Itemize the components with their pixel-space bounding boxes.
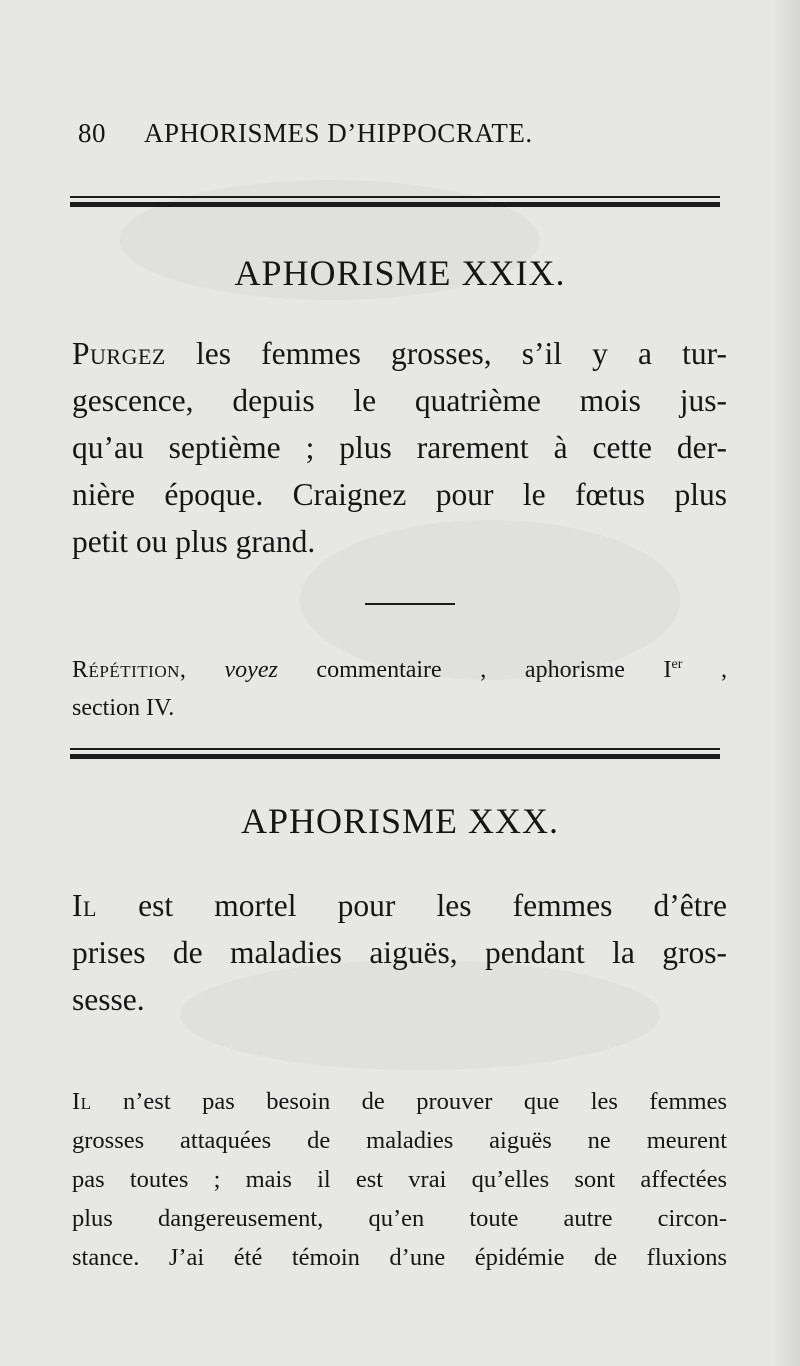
- aphorism-29-heading: APHORISME XXIX.: [234, 253, 566, 293]
- header-rule-thin: [70, 196, 720, 198]
- aphorism-30-heading: APHORISME XXX.: [240, 801, 560, 841]
- text-line: pas toutes ; mais il est vrai qu’elles sont affectées: [72, 1166, 727, 1193]
- page-number: 80: [78, 118, 106, 148]
- text-line: sesse.: [72, 982, 145, 1017]
- superscript: er: [671, 657, 683, 672]
- aphorism-30-text: [72, 882, 727, 1023]
- text-line: prises de maladies aiguës, pendant la gros-: [72, 935, 727, 970]
- lead-word: Répétition: [72, 657, 180, 683]
- repetition-note: [72, 646, 727, 727]
- lead-word: Purgez: [72, 336, 166, 371]
- running-title: APHORISMES D’HIPPOCRATE.: [144, 118, 533, 148]
- lead-word: Il: [72, 1088, 92, 1115]
- section-rule-thick: [70, 754, 720, 759]
- section-rule-thin: [70, 748, 720, 750]
- text-line: grosses attaquées de maladies aiguës ne meurent: [72, 1127, 727, 1154]
- text-line: Purgez les femmes grosses, s’il y a tur-: [72, 336, 727, 371]
- lead-word: Il: [72, 888, 97, 923]
- text-line: qu’au septième ; plus rarement à cette der-: [72, 430, 727, 465]
- voyez-italic: voyez: [224, 657, 278, 683]
- text-line: nière époque. Craignez pour le fœtus plus: [72, 477, 727, 512]
- text-line: gescence, depuis le quatrième mois jus-: [72, 383, 727, 418]
- text-line: plus dangereusement, qu’en toute autre circon-: [72, 1205, 727, 1232]
- section-divider: [365, 603, 455, 605]
- text-line: Il est mortel pour les femmes d’être: [72, 888, 727, 923]
- text-line: petit ou plus grand.: [72, 524, 316, 559]
- page-edge-shadow: [772, 0, 800, 1366]
- header-rule-thick: [70, 202, 720, 207]
- running-head: [78, 118, 638, 149]
- aphorism-29-text: [72, 330, 727, 565]
- text-line: stance. J’ai été témoin d’une épidémie de fluxions: [72, 1244, 727, 1271]
- text-line: Il n’est pas besoin de prouver que les femmes: [72, 1088, 727, 1115]
- text-line: section IV.: [72, 695, 175, 721]
- text-line: Répétition, voyez commentaire , aphorisme Ier ,: [72, 657, 728, 683]
- commentary-text: [72, 1082, 727, 1277]
